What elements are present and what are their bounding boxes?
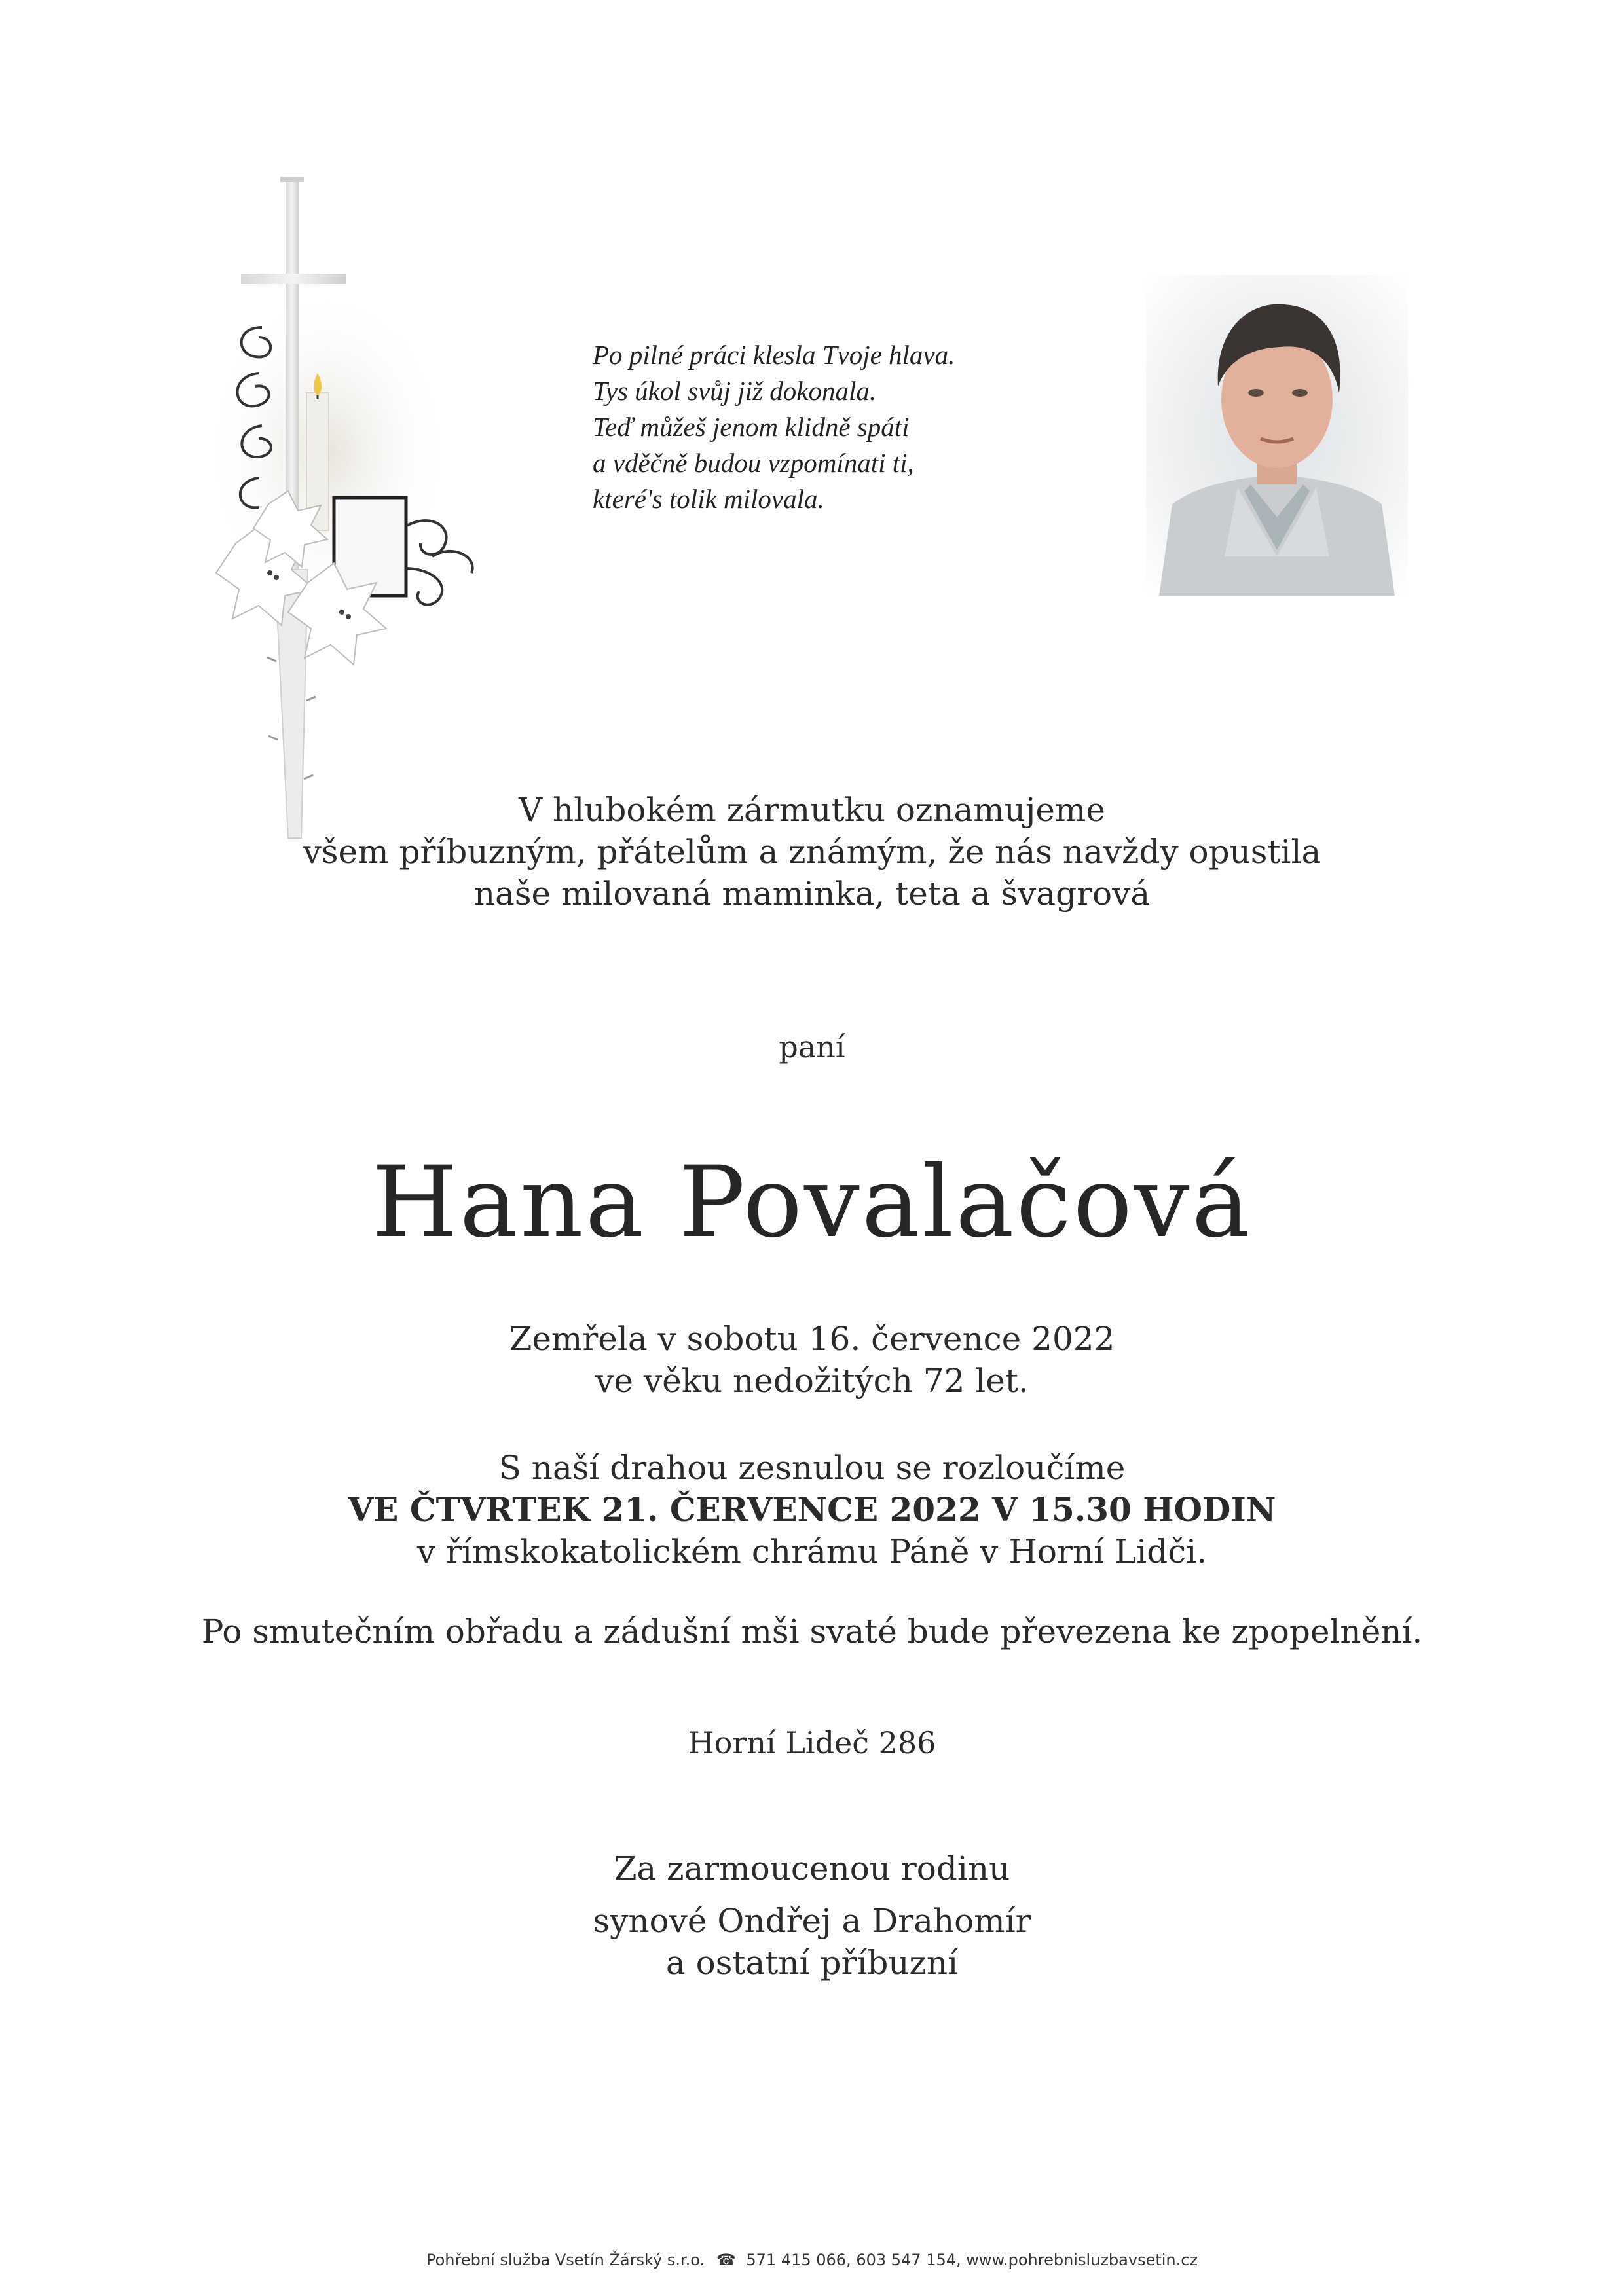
intro-line: V hlubokém zármutku oznamujeme	[518, 791, 1106, 829]
death-info	[0, 1318, 1624, 1402]
family-intro: Za zarmoucenou rodinu	[614, 1850, 1010, 1887]
poem-line: které's tolik milovala.	[593, 484, 824, 514]
portrait-photo	[1146, 275, 1408, 596]
family-others: a ostatní příbuzní	[665, 1944, 959, 1982]
poem-line: Po pilné práci klesla Tvoje hlava.	[593, 340, 955, 370]
farewell-datetime: VE ČTVRTEK 21. ČERVENCE 2022 V 15.30 HODIN	[348, 1490, 1276, 1529]
footer-phones: 571 415 066, 603 547 154,	[746, 2251, 961, 2269]
address: Horní Lideč 286	[688, 1725, 936, 1760]
footer-web[interactable]: www.pohrebnisluzbavsetin.cz	[966, 2251, 1198, 2269]
poem-line: Tys úkol svůj již dokonala.	[593, 376, 877, 406]
intro-line: naše milovaná maminka, teta a švagrová	[473, 875, 1151, 913]
ceremony-note: Po smutečním obřadu a zádušní mši svaté bude převezena ke zpopelnění.	[201, 1613, 1423, 1650]
poem-line: Teď můžeš jenom klidně spáti	[593, 412, 910, 442]
cross-candle-lilies-icon	[196, 177, 511, 845]
age-info: ve věku nedožitých 72 let.	[595, 1362, 1029, 1400]
farewell-intro: S naší drahou zesnulou se rozloučíme	[498, 1449, 1126, 1487]
footer-company: Pohřební služba Vsetín Žárský s.r.o.	[426, 2251, 705, 2269]
farewell-place: v římskokatolickém chrámu Páně v Horní Lidči.	[416, 1533, 1208, 1571]
footer	[0, 2251, 1624, 2269]
poem-line: a vděčně budou vzpomínati ti,	[593, 448, 914, 478]
honorific: paní	[779, 1029, 845, 1065]
family-sons: synové Ondřej a Drahomír	[593, 1902, 1031, 1940]
phone-icon: ☎	[716, 2251, 736, 2269]
farewell-info	[0, 1447, 1624, 1573]
death-date: Zemřela v sobotu 16. července 2022	[509, 1320, 1115, 1358]
deceased-name: Hana Povalačová	[371, 1146, 1253, 1260]
announcement-intro	[0, 789, 1624, 915]
poem	[593, 337, 1090, 517]
intro-line: všem příbuzným, přátelům a známým, že nás navždy opustila	[303, 833, 1321, 871]
family-signature	[0, 1848, 1624, 1984]
